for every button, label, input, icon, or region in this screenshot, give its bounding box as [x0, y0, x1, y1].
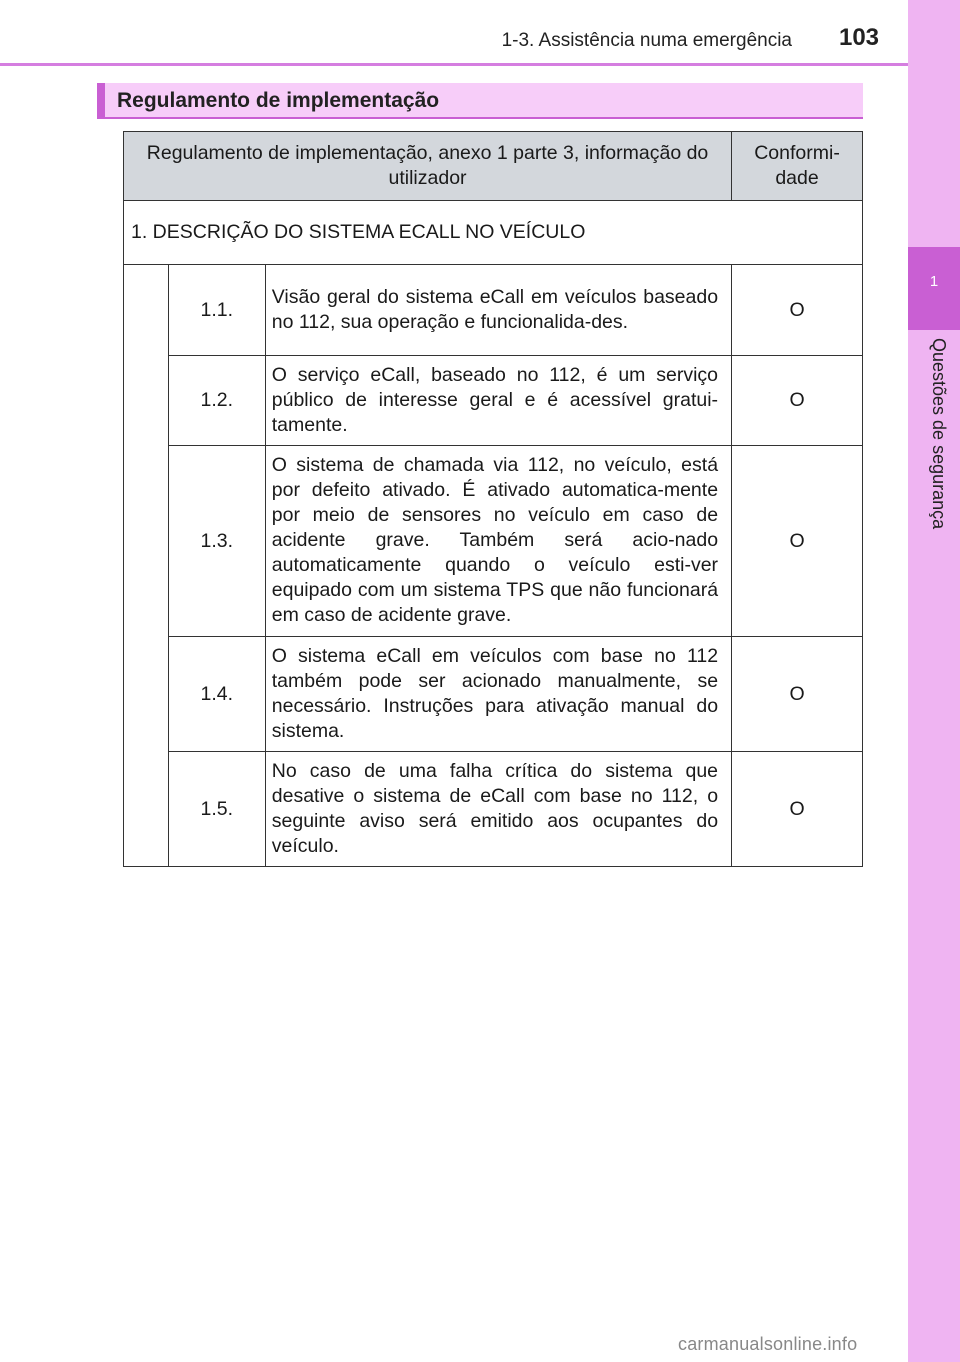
table-header-row — [124, 132, 863, 201]
page-number: 103 — [838, 24, 880, 51]
chapter-label: Questões de segurança — [929, 338, 949, 530]
header-rule — [0, 63, 908, 66]
section-title: Regulamento de implementação — [117, 89, 440, 112]
section-row-label: 1. DESCRIÇÃO DO SISTEMA ECALL NO VEÍCULO — [124, 201, 863, 265]
row-conformity: O — [732, 637, 863, 752]
watermark: carmanualsonline.info — [678, 1334, 858, 1354]
row-number: 1.3. — [168, 446, 265, 637]
row-conformity: O — [732, 446, 863, 637]
regulation-table — [123, 131, 863, 867]
indent-cell — [124, 265, 169, 867]
table-row — [124, 446, 863, 637]
table-row — [124, 752, 863, 867]
column-header-conformity: Conformi- dade — [732, 132, 863, 201]
row-number: 1.5. — [168, 752, 265, 867]
row-description: O serviço eCall, baseado no 112, é um serviço público de interesse geral e é acessível gratui-tamente. — [265, 356, 731, 446]
column-header-information: Regulamento de implementação, anexo 1 parte 3, informação do utilizador — [124, 132, 732, 201]
row-description: O sistema de chamada via 112, no veículo, está por defeito ativado. É ativado automatica-mente por meio de sensores no veículo em caso de acidente grave. Também será acio-nado automaticamente quando o veículo esti-ver equipado com um sistema TPS que não funcionará em caso de acidente grave. — [265, 446, 731, 637]
chapter-number-tab: 1 — [908, 247, 960, 330]
section-row — [124, 201, 863, 265]
row-conformity: O — [732, 356, 863, 446]
row-number: 1.4. — [168, 637, 265, 752]
running-header-title: 1-3. Assistência numa emergência — [501, 30, 792, 51]
row-description: O sistema eCall em veículos com base no 112 também pode ser acionado manualmente, se necessário. Instruções para ativação manual do sistema. — [265, 637, 731, 752]
row-conformity: O — [732, 752, 863, 867]
row-number: 1.1. — [168, 265, 265, 356]
table-row — [124, 265, 863, 356]
row-description: No caso de uma falha crítica do sistema que desative o sistema de eCall com base no 112, o seguinte aviso será emitido aos ocupantes do veículo. — [265, 752, 731, 867]
row-number: 1.2. — [168, 356, 265, 446]
table-row — [124, 637, 863, 752]
row-description: Visão geral do sistema eCall em veículos baseado no 112, sua operação e funcionalida-des. — [265, 265, 731, 356]
side-tab-strip — [908, 0, 960, 1362]
table-row — [124, 356, 863, 446]
section-header — [97, 83, 863, 119]
row-conformity: O — [732, 265, 863, 356]
